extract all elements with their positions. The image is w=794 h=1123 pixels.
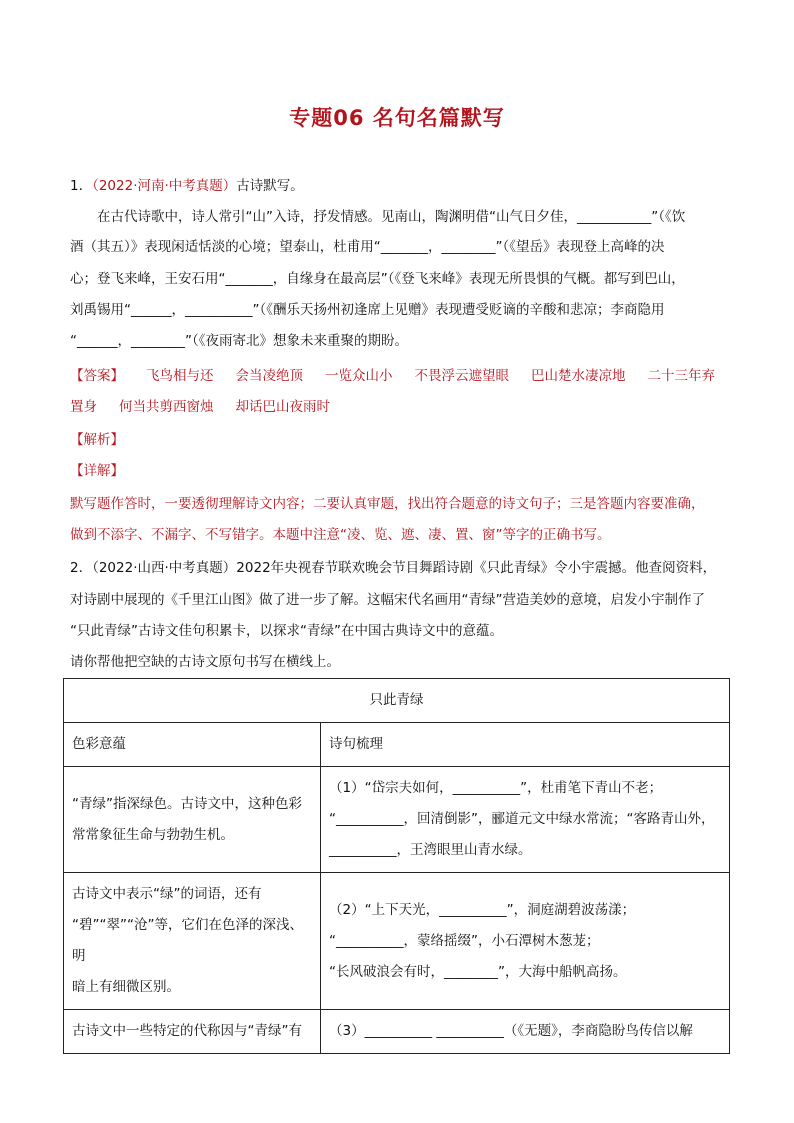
table-column-header-row bbox=[64, 723, 730, 767]
table-header-row bbox=[64, 679, 730, 723]
answer-item: 会当凌绝顶 bbox=[235, 368, 303, 384]
cell-line: “__________，回清倒影”，郦道元文中绿水常流；“客路青山外， bbox=[329, 811, 715, 827]
table-cell-left bbox=[64, 873, 321, 1010]
cell-line: “__________，蒙络摇缀”，小石潭树木葱茏； bbox=[329, 932, 600, 949]
q2-text-line-2: 对诗剧中展现的《千里江山图》做了进一步了解。这幅宋代名画用“青绿”营造美妙的意境，启发小宇制作了 bbox=[70, 592, 705, 608]
q1-source: （2022·河南·中考真题） bbox=[92, 178, 237, 194]
answer-item: 巴山楚水凄凉地 bbox=[531, 368, 626, 384]
column-header-color-meaning: 色彩意蕴 bbox=[64, 723, 321, 767]
q2-text-line-3: “只此青绿”古诗文佳句积累卡，以探求“青绿”在中国古典诗文中的意蕴。 bbox=[70, 623, 503, 639]
cell-line: 古诗文中一些特定的代称因与“青绿”有 bbox=[72, 1023, 302, 1039]
q1-text-line-3: 心；登飞来峰，王安石用“_______，自缘身在最高层”（《登飞来峰》表现无所畏惧的气概。都写到巴山， bbox=[70, 271, 685, 287]
detail-line-1: 默写题作答时，一要透彻理解诗文内容；二要认真审题，找出符合题意的诗文句子；三是答题内容要准确， bbox=[70, 496, 705, 512]
cell-line: 暗上有细微区别。 bbox=[72, 979, 180, 995]
q2-number: 2． bbox=[70, 560, 93, 576]
table-title: 只此青绿 bbox=[64, 679, 730, 723]
cell-line: “长风破浪会有时，________”，大海中船帆高扬。 bbox=[329, 963, 627, 980]
q1-answer-line-2 bbox=[70, 393, 730, 421]
page-title: 专题06 名句名篇默写 bbox=[289, 106, 505, 130]
answer-item: 置身 bbox=[70, 399, 97, 415]
column-header-poem-lines: 诗句梳理 bbox=[321, 723, 730, 767]
answer-item: 一览众山小 bbox=[325, 368, 393, 384]
q1-prompt: 古诗默写。 bbox=[236, 178, 304, 194]
analysis-label: 【解析】 bbox=[70, 432, 124, 448]
detail-label: 【详解】 bbox=[70, 463, 124, 479]
cell-line: （3）__________ __________（《无题》，李商隐盼鸟传信以解 bbox=[329, 1023, 693, 1039]
q1-header bbox=[70, 172, 730, 200]
q2-header bbox=[70, 554, 730, 582]
poetry-card-table bbox=[63, 678, 730, 1054]
table-row bbox=[64, 873, 730, 1010]
table-row bbox=[64, 767, 730, 873]
answer-item: 不畏浮云遮望眼 bbox=[414, 368, 509, 384]
cell-line: 古诗文中表示“绿”的词语，还有 bbox=[72, 886, 262, 902]
table-cell-left bbox=[64, 1010, 321, 1054]
answer-item: 却话巴山夜雨时 bbox=[235, 399, 330, 415]
cell-line: 常常象征生命与勃勃生机。 bbox=[72, 826, 234, 843]
q1-answer-line-1 bbox=[70, 362, 730, 390]
q1-text-line-1: 在古代诗歌中，诗人常引“山”入诗，抒发情感。见南山，陶渊明借“山气日夕佳，___________”（《饮 bbox=[97, 209, 686, 225]
cell-line: __________，王湾眼里山青水绿。 bbox=[329, 842, 532, 858]
q2-source: （2022·山西·中考真题） bbox=[92, 560, 237, 576]
answer-item: 何当共剪西窗烛 bbox=[119, 399, 214, 415]
detail-line-2: 做到不添字、不漏字、不写错字。本题中注意“凌、览、遮、凄、置、窗”等字的正确书写。 bbox=[70, 527, 611, 543]
table-cell-left bbox=[64, 767, 321, 873]
table-cell-right bbox=[321, 873, 730, 1010]
table-cell-right bbox=[321, 1010, 730, 1054]
q1-text-line-2: 酒（其五）》表现闲适恬淡的心境；望泰山，杜甫用“_______，________”（《望岳》表现登上高峰的决 bbox=[70, 239, 665, 255]
answer-label: 【答案】 bbox=[70, 368, 124, 384]
cell-line: “青绿”指深绿色。古诗文中，这种色彩 bbox=[72, 795, 302, 812]
q2-text-line-4: 请你帮他把空缺的古诗文原句书写在横线上。 bbox=[70, 654, 340, 670]
cell-line: （2）“上下天光，__________”，洞庭湖碧波荡漾； bbox=[329, 901, 636, 918]
table-row bbox=[64, 1010, 730, 1054]
q2-text-line-1: 2022年央视春节联欢晚会节目舞蹈诗剧《只此青绿》令小宇震撼。他查阅资料， bbox=[236, 560, 717, 576]
q1-text-line-4: 刘禹锡用“______，__________”（《酬乐天扬州初逢席上见赠》表现遭受贬谪的辛酸和悲凉；李商隐用 bbox=[70, 302, 665, 318]
cell-line: （1）“岱宗夫如何，__________”，杜甫笔下青山不老； bbox=[329, 780, 663, 796]
q1-number: 1． bbox=[70, 178, 93, 194]
cell-line: “碧”“翠”“沧”等，它们在色泽的深浅、明 bbox=[72, 917, 303, 964]
q1-text-line-5: “______，________”（《夜雨寄北》想象未来重聚的期盼。 bbox=[70, 333, 408, 349]
table-cell-right bbox=[321, 767, 730, 873]
answer-item: 飞鸟相与还 bbox=[146, 368, 214, 384]
answer-item: 二十三年弃 bbox=[647, 368, 715, 384]
